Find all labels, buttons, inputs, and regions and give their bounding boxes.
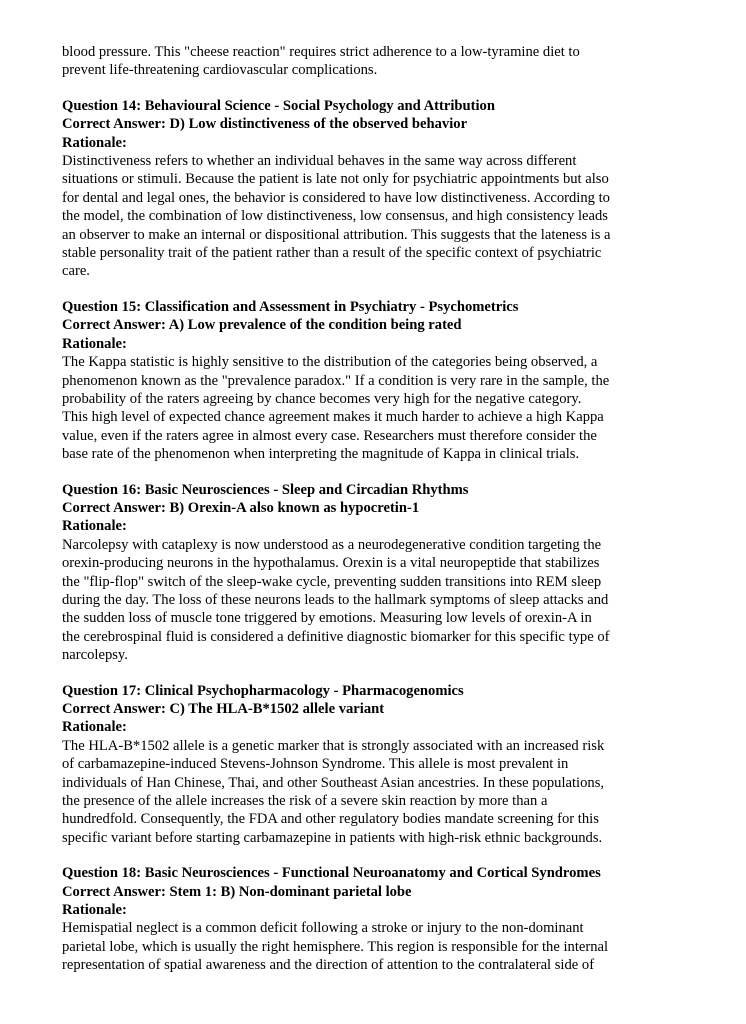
text-line: Distinctiveness refers to whether an individual behaves in the same way across different bbox=[62, 153, 577, 170]
text-line: value, even if the raters agree in almost every case. Researchers must therefore consider the bbox=[62, 427, 597, 444]
document-page bbox=[62, 43, 674, 975]
text-line: representation of spatial awareness and the direction of attention to the contralateral side of bbox=[62, 957, 595, 974]
text-line: the cerebrospinal fluid is considered a definitive diagnostic biomarker for this specific type of bbox=[62, 628, 610, 645]
text-line: orexin-producing neurons in the hypothalamus. Orexin is a vital neuropeptide that stabilizes bbox=[62, 555, 600, 572]
question-block bbox=[62, 481, 674, 665]
question-title: Question 16: Basic Neurosciences - Sleep and Circadian Rhythms bbox=[62, 481, 469, 498]
text-line: hundredfold. Consequently, the FDA and other regulatory bodies mandate screening for this bbox=[62, 811, 599, 828]
correct-answer: Correct Answer: D) Low distinctiveness of the observed behavior bbox=[62, 116, 468, 133]
text-line: The Kappa statistic is highly sensitive to the distribution of the categories being observed, a bbox=[62, 354, 598, 371]
text-line: narcolepsy. bbox=[62, 647, 128, 664]
correct-answer: Correct Answer: C) The HLA-B*1502 allele variant bbox=[62, 701, 385, 717]
text-line: probability of the raters agreeing by chance becomes very high for the negative category. bbox=[62, 390, 582, 407]
correct-answer: Correct Answer: A) Low prevalence of the condition being rated bbox=[62, 317, 462, 334]
text-line: The HLA-B*1502 allele is a genetic marker that is strongly associated with an increased risk bbox=[62, 737, 605, 754]
rationale-label: Rationale: bbox=[62, 134, 127, 151]
intro-paragraph bbox=[62, 43, 674, 80]
text-line: an observer to make an internal or dispositional attribution. This suggests that the lateness is a bbox=[62, 226, 611, 243]
text-line: parietal lobe, which is usually the right hemisphere. This region is responsible for the internal bbox=[62, 938, 609, 955]
text-line: Hemispatial neglect is a common deficit following a stroke or injury to the non-dominant bbox=[62, 920, 584, 937]
text-line: Narcolepsy with cataplexy is now understood as a neurodegenerative condition targeting the bbox=[62, 536, 602, 553]
text-line: phenomenon known as the "prevalence paradox." If a condition is very rare in the sample, the bbox=[62, 372, 610, 389]
text-line: specific variant before starting carbamazepine in patients with high-risk ethnic backgrounds. bbox=[62, 829, 603, 846]
text-line: individuals of Han Chinese, Thai, and other Southeast Asian ancestries. In these populations, bbox=[62, 774, 605, 791]
text-line: for dental and legal ones, the behavior is considered to have low distinctiveness. According to bbox=[62, 189, 610, 206]
text-line: This high level of expected chance agreement makes it much harder to achieve a high Kappa bbox=[62, 409, 604, 426]
question-block bbox=[62, 864, 674, 974]
text-line: blood pressure. This "cheese reaction" requires strict adherence to a low-tyramine diet to bbox=[62, 44, 580, 60]
question-block bbox=[62, 682, 674, 848]
text-line: prevent life-threatening cardiovascular complications. bbox=[62, 62, 378, 79]
rationale-label: Rationale: bbox=[62, 719, 127, 736]
text-line: of carbamazepine-induced Stevens-Johnson Syndrome. This allele is most prevalent in bbox=[62, 756, 569, 773]
text-line: the presence of the allele increases the risk of a severe skin reaction by more than a bbox=[62, 793, 548, 810]
question-block bbox=[62, 298, 674, 464]
question-title: Question 17: Clinical Psychopharmacology - Pharmacogenomics bbox=[62, 682, 464, 699]
text-line: base rate of the phenomenon when interpreting the magnitude of Kappa in clinical trials. bbox=[62, 446, 580, 463]
text-line: during the day. The loss of these neurons leads to the hallmark symptoms of sleep attacks and bbox=[62, 591, 609, 608]
correct-answer: Correct Answer: B) Orexin-A also known as hypocretin-1 bbox=[62, 499, 420, 516]
question-title: Question 15: Classification and Assessment in Psychiatry - Psychometrics bbox=[62, 298, 519, 315]
rationale-label: Rationale: bbox=[62, 335, 127, 352]
text-line: stable personality trait of the patient rather than a result of the specific context of psychiatric bbox=[62, 245, 602, 262]
question-title: Question 18: Basic Neurosciences - Functional Neuroanatomy and Cortical Syndromes bbox=[62, 865, 601, 882]
rationale-label: Rationale: bbox=[62, 902, 127, 919]
text-line: the model, the combination of low distinctiveness, low consensus, and high consistency leads bbox=[62, 208, 608, 225]
text-line: the sudden loss of muscle tone triggered by emotions. Measuring low levels of orexin-A in bbox=[62, 610, 592, 627]
rationale-label: Rationale: bbox=[62, 518, 127, 535]
correct-answer: Correct Answer: Stem 1: B) Non-dominant parietal lobe bbox=[62, 883, 412, 900]
question-block bbox=[62, 97, 674, 281]
text-line: situations or stimuli. Because the patient is late not only for psychiatric appointments but also bbox=[62, 171, 609, 188]
text-line: care. bbox=[62, 263, 90, 280]
text-line: the "flip-flop" switch of the sleep-wake cycle, preventing sudden transitions into REM sleep bbox=[62, 573, 602, 590]
question-title: Question 14: Behavioural Science - Social Psychology and Attribution bbox=[62, 97, 495, 114]
